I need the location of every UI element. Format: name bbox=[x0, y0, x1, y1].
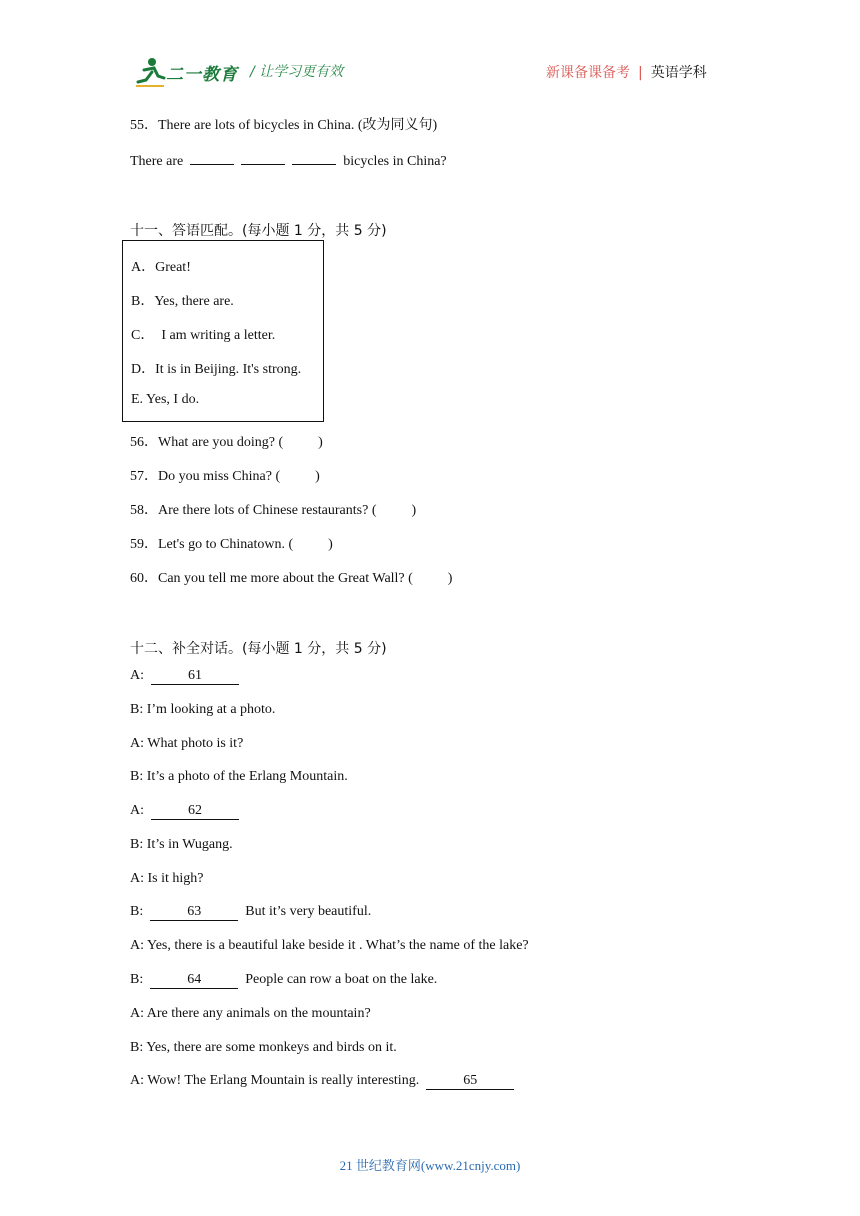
header-exam-label: 新课备课备考 bbox=[546, 65, 630, 81]
question-58: 58．Are there lots of Chinese restaurants? ( ) bbox=[130, 503, 417, 518]
dialogue-line bbox=[130, 904, 371, 921]
question-59: 59．Let's go to Chinatown. ( ) bbox=[130, 537, 333, 552]
answer-line-start: There are bbox=[130, 154, 184, 169]
line-continuation: But it’s very beautiful. bbox=[238, 904, 372, 919]
answer-line-end: bicycles in China? bbox=[343, 154, 447, 169]
section-12-title: 十二、补全对话。(每小题 1 分，共 5 分) bbox=[130, 641, 387, 657]
speaker-prefix: A: Wow! The Erlang Mountain is really interesting. bbox=[130, 1073, 427, 1088]
option-e: E. Yes, I do. bbox=[131, 392, 200, 407]
page-header bbox=[0, 0, 860, 100]
speaker-prefix: A: bbox=[130, 803, 151, 818]
speaker-prefix: B: bbox=[130, 972, 151, 987]
option-d: D．It is in Beijing. It's strong. bbox=[131, 362, 302, 377]
options-box bbox=[122, 240, 324, 422]
question-55-prompt: 55．There are lots of bicycles in China. (改为同义句) bbox=[130, 118, 438, 133]
header-subject-label: 英语学科 bbox=[650, 65, 707, 81]
dialogue-line: B: I’m looking at a photo. bbox=[130, 702, 276, 717]
header-subject bbox=[546, 62, 707, 82]
answer-blank-65[interactable]: 65 bbox=[426, 1073, 514, 1090]
option-b: B．Yes, there are. bbox=[131, 294, 234, 309]
answer-blank-61[interactable]: 61 bbox=[151, 668, 239, 685]
logo-text: 二一教育 bbox=[166, 65, 238, 85]
option-c: C． I am writing a letter. bbox=[131, 328, 276, 343]
dialogue-line: A: Is it high? bbox=[130, 871, 204, 886]
line-continuation: People can row a boat on the lake. bbox=[238, 972, 438, 987]
dialogue-line bbox=[130, 803, 239, 820]
dialogue-line: B: It’s a photo of the Erlang Mountain. bbox=[130, 769, 348, 784]
answer-blank-63[interactable]: 63 bbox=[150, 904, 238, 921]
answer-blank[interactable] bbox=[190, 148, 234, 165]
header-divider: | bbox=[638, 65, 643, 81]
dialogue-line: A: What photo is it? bbox=[130, 736, 244, 751]
question-55-answer-line bbox=[130, 148, 447, 170]
dialogue-line: A: Are there any animals on the mountain? bbox=[130, 1006, 371, 1021]
answer-blank[interactable] bbox=[241, 148, 285, 165]
dialogue-line: B: It’s in Wugang. bbox=[130, 837, 233, 852]
dialogue-line bbox=[130, 1073, 514, 1090]
answer-blank-64[interactable]: 64 bbox=[150, 972, 238, 989]
answer-blank[interactable] bbox=[292, 148, 336, 165]
speaker-prefix: B: bbox=[130, 904, 151, 919]
page-footer[interactable]: 21 世纪教育网(www.21cnjy.com) bbox=[339, 1158, 521, 1173]
dialogue-line bbox=[130, 668, 239, 685]
runner-logo-icon bbox=[134, 56, 168, 88]
section-11-title: 十一、答语匹配。(每小题 1 分，共 5 分) bbox=[130, 223, 387, 239]
speaker-prefix: A: bbox=[130, 668, 151, 683]
question-57: 57．Do you miss China? ( ) bbox=[130, 469, 320, 484]
dialogue-line: A: Yes, there is a beautiful lake beside it . What’s the name of the lake? bbox=[130, 938, 529, 953]
question-56: 56．What are you doing? ( ) bbox=[130, 435, 323, 450]
answer-blank-62[interactable]: 62 bbox=[151, 803, 239, 820]
option-a: A．Great! bbox=[131, 260, 191, 275]
question-60: 60．Can you tell me more about the Great Wall? ( ) bbox=[130, 571, 453, 586]
logo bbox=[134, 56, 244, 88]
dialogue-line: B: Yes, there are some monkeys and birds on it. bbox=[130, 1040, 397, 1055]
slogan: / 让学习更有效 bbox=[250, 64, 344, 80]
dialogue-line bbox=[130, 972, 437, 989]
